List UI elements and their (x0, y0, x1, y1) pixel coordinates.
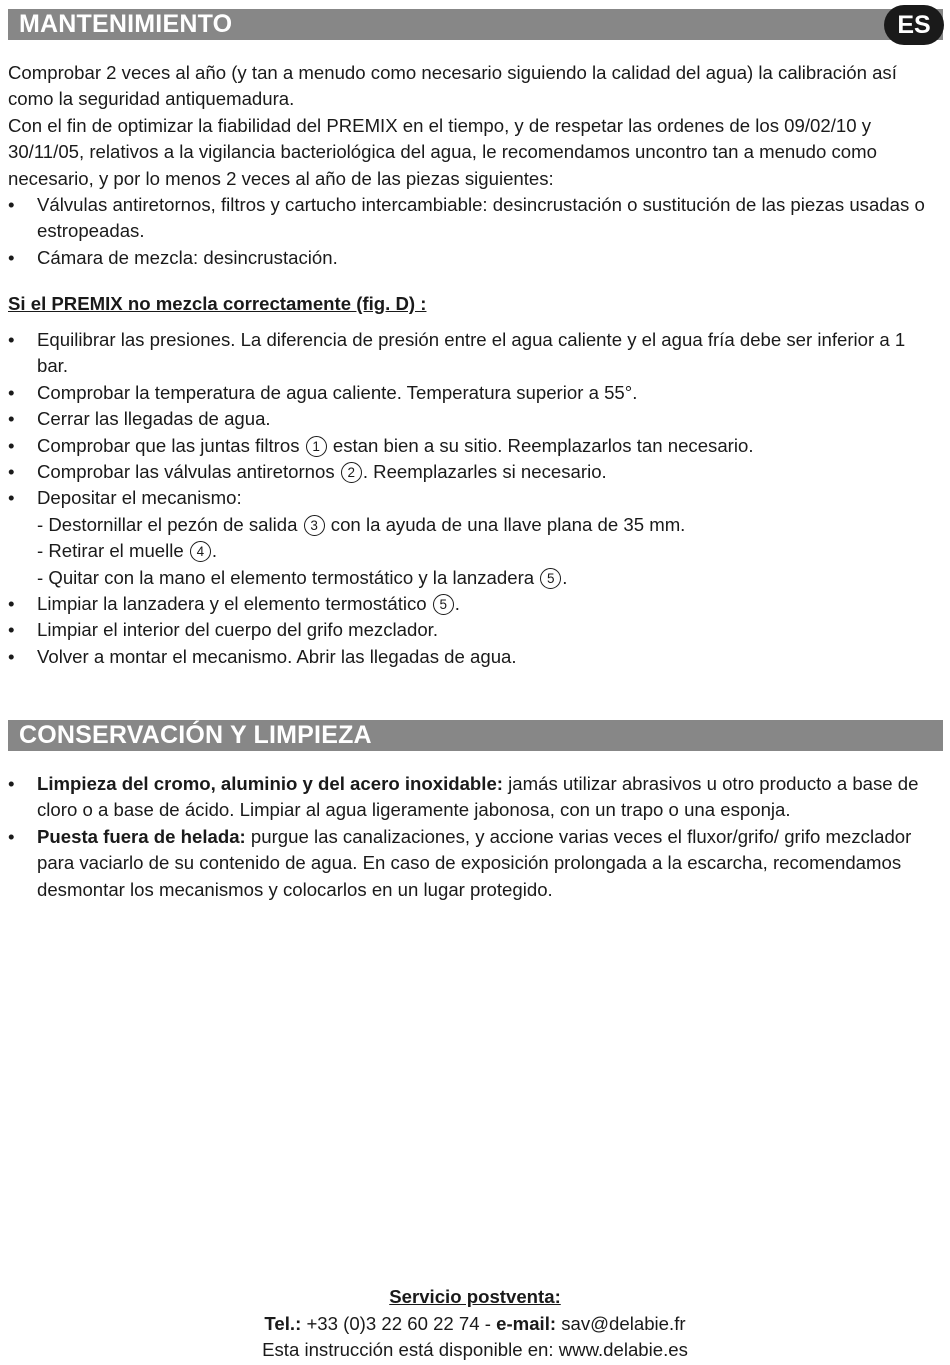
list-item: • Válvulas antiretornos, filtros y cartucho intercambiable: desincrustación o sustitución de las piezas usadas o estropeadas. (8, 192, 938, 245)
maintenance-intro-2: Con el fin de optimizar la fiabilidad del PREMIX en el tiempo, y de respetar las ordenes de los 09/02/10 y 30/11/05, relativos a la vigilancia bacteriológica del agua, le recomendamos uncontro tan a menudo como necesario, y por lo menos 2 veces al año de las piezas siguientes: (8, 114, 877, 189)
step-text: . (562, 566, 568, 588)
tel-label: Tel.: (264, 1312, 302, 1334)
step-text: Depositar el mecanismo: (37, 487, 242, 509)
list-item: • Equilibrar las presiones. La diferencia de presión entre el agua caliente y el agua fría debe ser inferior a 1 bar. (8, 327, 938, 380)
step-text: . (211, 540, 218, 562)
sub-step (37, 512, 938, 538)
step-text: Comprobar las válvulas antiretornos (37, 461, 335, 483)
step-text: - Retirar el muelle (37, 540, 184, 562)
step-text: . (454, 593, 460, 615)
list-item (8, 485, 938, 591)
item-label: Puesta fuera de helada: (37, 825, 246, 847)
item-text: purgue las canalizaciones, y accione varias veces el fluxor/grifo/ grifo mezclador para vaciarlo de su contenido de agua. En caso de exposición prolongada a la escarcha, recomendamos desmontar los mecanismos y colocarlos en un lugar protegido. (37, 825, 912, 900)
troubleshoot-heading: Si el PREMIX no mezcla correctamente (fig. D) : (8, 293, 427, 314)
step-text: - Destornillar el pezón de salida (37, 513, 298, 535)
callout-number: 4 (190, 541, 211, 562)
list-item: • Cámara de mezcla: desincrustación. (8, 245, 938, 271)
list-item (8, 433, 938, 459)
callout-number: 3 (304, 515, 325, 536)
list-item (8, 771, 938, 824)
conservation-body (8, 771, 938, 903)
item-text: jamás utilizar abrasivos u otro producto a base de cloro o a base de ácido. Limpiar al agua ligeramente jabonosa, con un trapo o una esponja. (37, 773, 919, 821)
after-sales-footer (0, 1284, 950, 1364)
troubleshoot-steps-list (8, 327, 938, 670)
maintenance-parts-list (8, 192, 938, 271)
language-badge: ES (884, 5, 944, 45)
list-item (8, 591, 938, 617)
sub-step (37, 565, 938, 591)
step-text: - Quitar con la mano el elemento termostático y la lanzadera (37, 566, 535, 588)
step-text: estan bien a su sitio. Reemplazarlos tan necesario. (332, 434, 754, 456)
step-text: . Reemplazarles si necesario. (362, 461, 607, 483)
step-text: Comprobar que las juntas filtros (37, 434, 300, 456)
email-label: e-mail: (496, 1312, 557, 1334)
item-label: Limpieza del cromo, aluminio y del acero inoxidable: (37, 773, 503, 794)
troubleshoot-body (8, 327, 938, 670)
list-item (8, 459, 938, 485)
footer-availability: Esta instrucción está disponible en: www.delabie.es (262, 1339, 688, 1360)
callout-number: 5 (540, 568, 561, 589)
list-item: • Limpiar el interior del cuerpo del grifo mezclador. (8, 617, 938, 643)
callout-number: 2 (341, 462, 362, 483)
conservation-section-title: CONSERVACIÓN Y LIMPIEZA (8, 720, 943, 751)
maintenance-section-title: MANTENIMIENTO (8, 9, 943, 40)
maintenance-intro-1: Comprobar 2 veces al año (y tan a menudo como necesario siguiendo la calidad del agua) la calibración así como la seguridad antiquemadura. (8, 62, 897, 110)
list-item: • Comprobar la temperatura de agua caliente. Temperatura superior a 55°. (8, 380, 938, 406)
step-text: Limpiar la lanzadera y el elemento termostático (37, 593, 427, 615)
maintenance-body (8, 60, 938, 271)
callout-number: 5 (433, 594, 454, 615)
step-text: con la ayuda de una llave plana de 35 mm. (330, 513, 686, 535)
conservation-list (8, 771, 938, 903)
tel-value: +33 (0)3 22 60 22 74 - (306, 1312, 491, 1334)
callout-number: 1 (306, 436, 327, 457)
list-item (8, 824, 938, 903)
list-item: • Volver a montar el mecanismo. Abrir las llegadas de agua. (8, 644, 938, 670)
list-item: • Cerrar las llegadas de agua. (8, 406, 938, 432)
footer-contact (0, 1311, 950, 1338)
sub-step (37, 538, 938, 564)
email-value: sav@delabie.fr (561, 1312, 686, 1334)
footer-title: Servicio postventa: (389, 1286, 561, 1307)
